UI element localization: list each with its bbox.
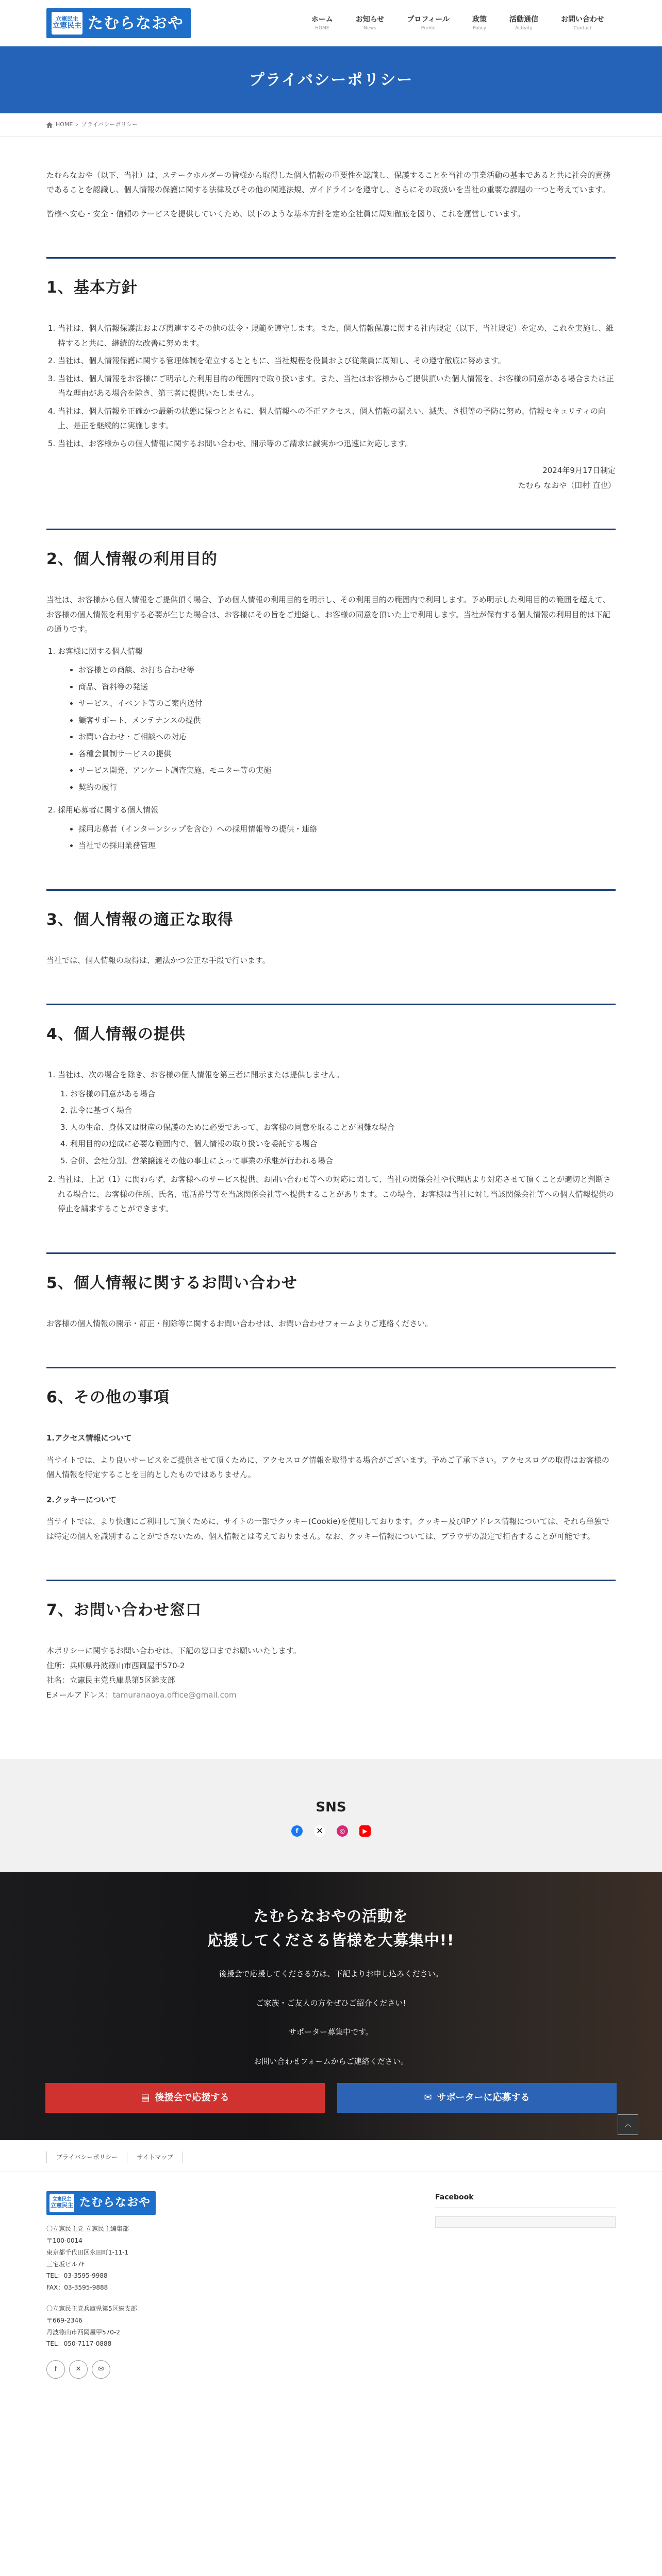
x-icon[interactable]: ✕ — [314, 1825, 325, 1837]
footer-main — [0, 2172, 662, 2379]
support-banner — [0, 1872, 662, 2140]
contact-line: 社名：立憲民主党兵庫県第5区総支部 — [46, 1675, 175, 1685]
address-line: FAX：03-3595-9888 — [46, 2284, 108, 2292]
support-buttons — [0, 2083, 662, 2113]
section-title: 7、お問い合わせ窓口 — [46, 1580, 616, 1625]
support-text: サポーター募集中です。 — [289, 2027, 373, 2037]
nav-sublabel: News — [363, 25, 376, 31]
section-other — [46, 1367, 616, 1544]
section-text: 当社では、個人情報の取得は、適法かつ公正な手段で行います。 — [46, 955, 270, 965]
supporters-association-button[interactable] — [45, 2083, 325, 2113]
address-line: 東京都千代田区永田町1-11-1 — [46, 2248, 129, 2256]
instagram-icon[interactable]: ◎ — [337, 1825, 348, 1837]
support-text: お問い合わせフォームからご連絡ください。 — [254, 2056, 408, 2066]
nav-profile[interactable] — [395, 15, 461, 32]
list-item: 5. 合併、会社分割、営業譲渡その他の事由によって事業の承継が行われる場合 — [70, 1154, 616, 1168]
subheading: 1.アクセス情報について — [46, 1433, 132, 1443]
main-content — [46, 137, 616, 1723]
purpose-list — [46, 644, 616, 853]
breadcrumb-separator: › — [76, 121, 78, 128]
footer-link-privacy[interactable]: プライバシーポリシー — [46, 2151, 127, 2163]
global-nav — [300, 15, 616, 32]
logo-badge — [52, 12, 82, 35]
list-item: 4. 利用目的の達成に必要な範囲内で、個人情報の取り扱いを委託する場合 — [70, 1137, 616, 1151]
nav-sublabel: Profile — [421, 25, 436, 31]
address-line: 〒669-2346 — [46, 2316, 82, 2324]
nav-activity[interactable] — [498, 15, 550, 32]
contact-info — [46, 1643, 616, 1702]
facebook-widget[interactable] — [435, 2216, 616, 2228]
support-text: ご家族・ご友人の方をぜひご紹介ください! — [256, 1998, 406, 2008]
site-logo[interactable] — [46, 8, 191, 38]
footer-right — [435, 2191, 616, 2379]
page-header — [0, 46, 662, 113]
address-line: TEL：03-3595-9988 — [46, 2272, 108, 2280]
provision-list — [46, 1067, 616, 1216]
list-item — [58, 1067, 616, 1168]
section-title: 2、個人情報の利用目的 — [46, 529, 616, 574]
list-item: • 各種会員制サービスの提供 — [78, 747, 616, 761]
mail-icon[interactable]: ✉ — [92, 2360, 110, 2379]
group-label: 採用応募者に関する個人情報 — [58, 805, 159, 815]
nav-sublabel: Activity — [515, 25, 533, 31]
subheading: 2.クッキーについて — [46, 1495, 117, 1504]
sns-icons — [291, 1825, 371, 1837]
list-item: 3. 人の生命、身体又は財産の保護のために必要であって、お客様の同意を取ることが困難な場合 — [70, 1120, 616, 1135]
support-title-line: たむらなおやの活動を — [253, 1907, 408, 1925]
section-inquiry — [46, 1252, 616, 1331]
nav-policy[interactable] — [461, 15, 498, 32]
nav-sublabel: Contact — [573, 25, 592, 31]
facebook-widget-title: Facebook — [435, 2191, 616, 2208]
list-item: 1. 当社は、個人情報保護法および関連するその他の法令・規範を遵守します。また、個人情報保護に関する社内規定（以下、当社規定）を定め、これを実施し、維持すると共に、継続的な改善に努めます。 — [58, 321, 616, 350]
signer: たむら なおや（田村 直也） — [518, 480, 616, 490]
list-item — [58, 644, 616, 795]
list-item: 4. 当社は、個人情報を正確かつ最新の状態に保つとともに、個人情報への不正アクセス、個人情報の漏えい、滅失、き損等の予防に努め、情報セキュリティの向上、是正を継続的に実施します。 — [58, 404, 616, 433]
bullet-list — [58, 663, 616, 794]
youtube-icon[interactable]: ▶ — [359, 1825, 371, 1837]
sns-title: SNS — [316, 1799, 346, 1815]
address-line: 三宅坂ビル7F — [46, 2260, 85, 2268]
support-text: 後援会で応援してくださる方は、下記よりお申し込みください。 — [219, 1969, 443, 1979]
apply-supporter-button[interactable] — [337, 2083, 617, 2113]
sns-section — [0, 1759, 662, 1872]
list-item: 1. お客様の同意がある場合 — [70, 1087, 616, 1101]
nav-label: プロフィール — [407, 15, 450, 24]
site-footer — [0, 2140, 662, 2576]
breadcrumb-current: プライバシーポリシー — [81, 121, 138, 128]
list-item: • 当社での採用業務管理 — [78, 838, 616, 853]
list-item: • 契約の履行 — [78, 780, 616, 795]
bullet-list — [58, 822, 616, 853]
nav-home[interactable] — [300, 15, 344, 32]
footer-logo[interactable] — [46, 2191, 156, 2215]
intro-paragraph: 皆様へ安心・安全・信頼のサービスを提供していくため、以下のような基本方針を定め全社員に周知徹底を図り、これを運営しています。 — [46, 209, 525, 218]
list-item — [58, 803, 616, 853]
section-title: 6、その他の事項 — [46, 1367, 616, 1412]
list-item: • 顧客サポート、メンテナンスの提供 — [78, 713, 616, 728]
list-item: • サービス開発、アンケート調査実施、モニター等の実施 — [78, 763, 616, 778]
section-basic-policy — [46, 257, 616, 493]
list-item: • お客様との商談、お打ち合わせ等 — [78, 663, 616, 677]
section-text: 当サイトでは、より快適にご利用して頂くために、サイトの一部でクッキー(Cookie)を使用しております。クッキー及びIPアドレス情報については、それら単独では特定の個人を識別することができないため、個人情報とは考えておりません。なお、クッキー情報については、ブラウザの設定で拒否することが可能です。 — [46, 1517, 610, 1541]
list-text: 当社は、次の場合を除き、お客様の個人情報を第三者に開示または提供しません。 — [58, 1070, 344, 1080]
logo-badge — [49, 2194, 74, 2212]
section-lead: 当社は、お客様から個人情報をご提供頂く場合、予め個人情報の利用目的を明示し、その利用目的の範囲内で利用します。予め明示した利用目的の範囲を超えて、お客様の個人情報を利用する必要が生じた場合は、お客様にその旨をご連絡し、お客様の同意を頂いた上で利用します。当社が保有する個人情報の利用目的は下記の通りです。 — [46, 595, 610, 634]
button-label: 後援会で応援する — [155, 2092, 229, 2104]
contact-line: 住所：兵庫県丹波篠山市西岡屋甲570-2 — [46, 1660, 185, 1670]
site-header — [0, 0, 662, 46]
logo-badge-top: 立憲民主 — [56, 15, 78, 23]
spacer — [46, 2294, 304, 2303]
breadcrumb — [0, 113, 662, 137]
facebook-icon[interactable]: f — [291, 1825, 303, 1837]
intro-paragraph: たむらなおや（以下、当社）は、ステークホルダーの皆様から取得した個人情報の重要性を認識し、保護することを当社の事業活動の基本であると共に社会的責務であることを認識し、個人情報の保護に関する法律及びその他の関連法規、ガイドラインを遵守し、さらにその取扱いを当社の重要な課題の一つと考えています。 — [46, 170, 611, 195]
nav-sublabel: HOME — [315, 25, 329, 31]
page-title: プライバシーポリシー — [249, 71, 413, 89]
section-text: 当サイトでは、より良いサービスをご提供させて頂くために、アクセスログ情報を取得する場合がございます。予めご了承下さい。アクセスログの取得はお客様の個人情報を特定することを目的としたものではありません。 — [46, 1455, 609, 1480]
logo-badge-bottom: 立憲民主 — [53, 22, 81, 30]
list-item: 2. 当社は、上記（1）に関わらず、お客様へのサービス提供、お問い合わせ等への対応に関して、当社の関係会社や代理店より対応させて頂くことが適切と判断される場合に、お客様の住所、氏名、電話番号等を当該関係会社等へ提供することがあります。この場合、お客様は当社に対し当該関係会社等への個人情報提供の停止を請求することができます。 — [58, 1172, 616, 1216]
list-item: 2. 法令に基づく場合 — [70, 1103, 616, 1118]
footer-left — [46, 2191, 304, 2379]
nav-sublabel: Policy — [473, 25, 486, 31]
footer-nav — [0, 2140, 662, 2172]
established-date: 2024年9月17日制定 — [542, 466, 616, 476]
nav-label: お知らせ — [355, 15, 385, 24]
intro — [46, 168, 616, 222]
nav-contact[interactable] — [550, 15, 616, 32]
section-provision — [46, 1004, 616, 1216]
nav-label: ホーム — [311, 15, 333, 24]
contact-line — [46, 1688, 616, 1703]
document-icon: ▤ — [141, 2092, 150, 2104]
button-label: サポーターに応募する — [437, 2092, 530, 2104]
list-item: • サービス、イベント等のご案内送付 — [78, 696, 616, 711]
list-item: 5. 当社は、お客様からの個人情報に関するお問い合わせ、開示等のご請求に誠実かつ迅速に対応します。 — [58, 436, 616, 451]
email-link[interactable]: tamuranaoya.office@gmail.com — [112, 1690, 237, 1700]
sub-list — [58, 1087, 616, 1168]
support-title — [0, 1904, 662, 1952]
nav-label: お問い合わせ — [561, 15, 604, 24]
footer-address — [46, 2223, 304, 2350]
facebook-icon[interactable]: f — [46, 2360, 65, 2379]
email-label: Eメールアドレス： — [46, 1690, 113, 1700]
breadcrumb-home[interactable]: HOME — [56, 121, 73, 128]
footer-sns — [46, 2360, 304, 2379]
address-line: 丹波篠山市西岡屋甲570-2 — [46, 2328, 120, 2336]
logo-badge-bottom: 立憲民主 — [51, 2202, 73, 2209]
section-title: 1、基本方針 — [46, 257, 616, 302]
envelope-icon: ✉ — [424, 2092, 432, 2104]
list-item: 2. 当社は、個人情報保護に関する管理体制を確立するとともに、当社規程を役員および従業員に周知し、その遵守徹底に努めます。 — [58, 353, 616, 368]
section-title: 3、個人情報の適正な取得 — [46, 889, 616, 935]
logo-badge-top: 立憲民主 — [52, 2197, 71, 2202]
policy-list — [46, 321, 616, 451]
section-contact — [46, 1580, 616, 1702]
support-title-line: 応援してくださる皆様を大募集中!! — [207, 1931, 455, 1949]
address-line: 〒100-0014 — [46, 2236, 82, 2244]
nav-label: 活動通信 — [509, 15, 538, 24]
contact-line: 本ポリシーに関するお問い合わせは、下記の窓口までお願いいたします。 — [46, 1646, 301, 1656]
address-line: TEL：050-7117-0888 — [46, 2340, 112, 2348]
section-acquisition — [46, 889, 616, 968]
section-text: お客様の個人情報の開示・訂正・削除等に関するお問い合わせは、お問い合わせフォームよりご連絡ください。 — [46, 1318, 433, 1328]
list-item: • お問い合わせ・ご相談への対応 — [78, 730, 616, 744]
section-title: 4、個人情報の提供 — [46, 1004, 616, 1049]
footer-link-sitemap[interactable]: サイトマップ — [127, 2151, 183, 2163]
x-icon[interactable]: ✕ — [69, 2360, 88, 2379]
nav-label: 政策 — [472, 15, 487, 24]
list-item: • 商品、資料等の発送 — [78, 680, 616, 694]
list-item: • 採用応募者（インターンシップを含む）への採用情報等の提供・連絡 — [78, 822, 616, 837]
address-line: 〇立憲民主党兵庫県第5区総支部 — [46, 2304, 137, 2312]
group-label: お客様に関する個人情報 — [58, 646, 143, 656]
list-item: 3. 当社は、個人情報をお客様にご明示した利用目的の範囲内で取り扱います。また、当社はお客様からご提供頂いた個人情報を、お客様の同意がある場合または正当な理由がある場合を除き、第三者に提供いたしません。 — [58, 371, 616, 401]
signature — [46, 463, 616, 493]
section-title: 5、個人情報に関するお問い合わせ — [46, 1252, 616, 1298]
nav-news[interactable] — [344, 15, 396, 32]
back-to-top-button[interactable]: ︿ — [618, 2114, 638, 2135]
address-line: 〇立憲民主党 立憲民主編集部 — [46, 2225, 129, 2233]
logo-name: たむらなおや — [79, 2196, 151, 2210]
home-icon — [46, 122, 53, 128]
section-purpose — [46, 529, 616, 853]
logo-name: たむらなおや — [88, 14, 184, 32]
